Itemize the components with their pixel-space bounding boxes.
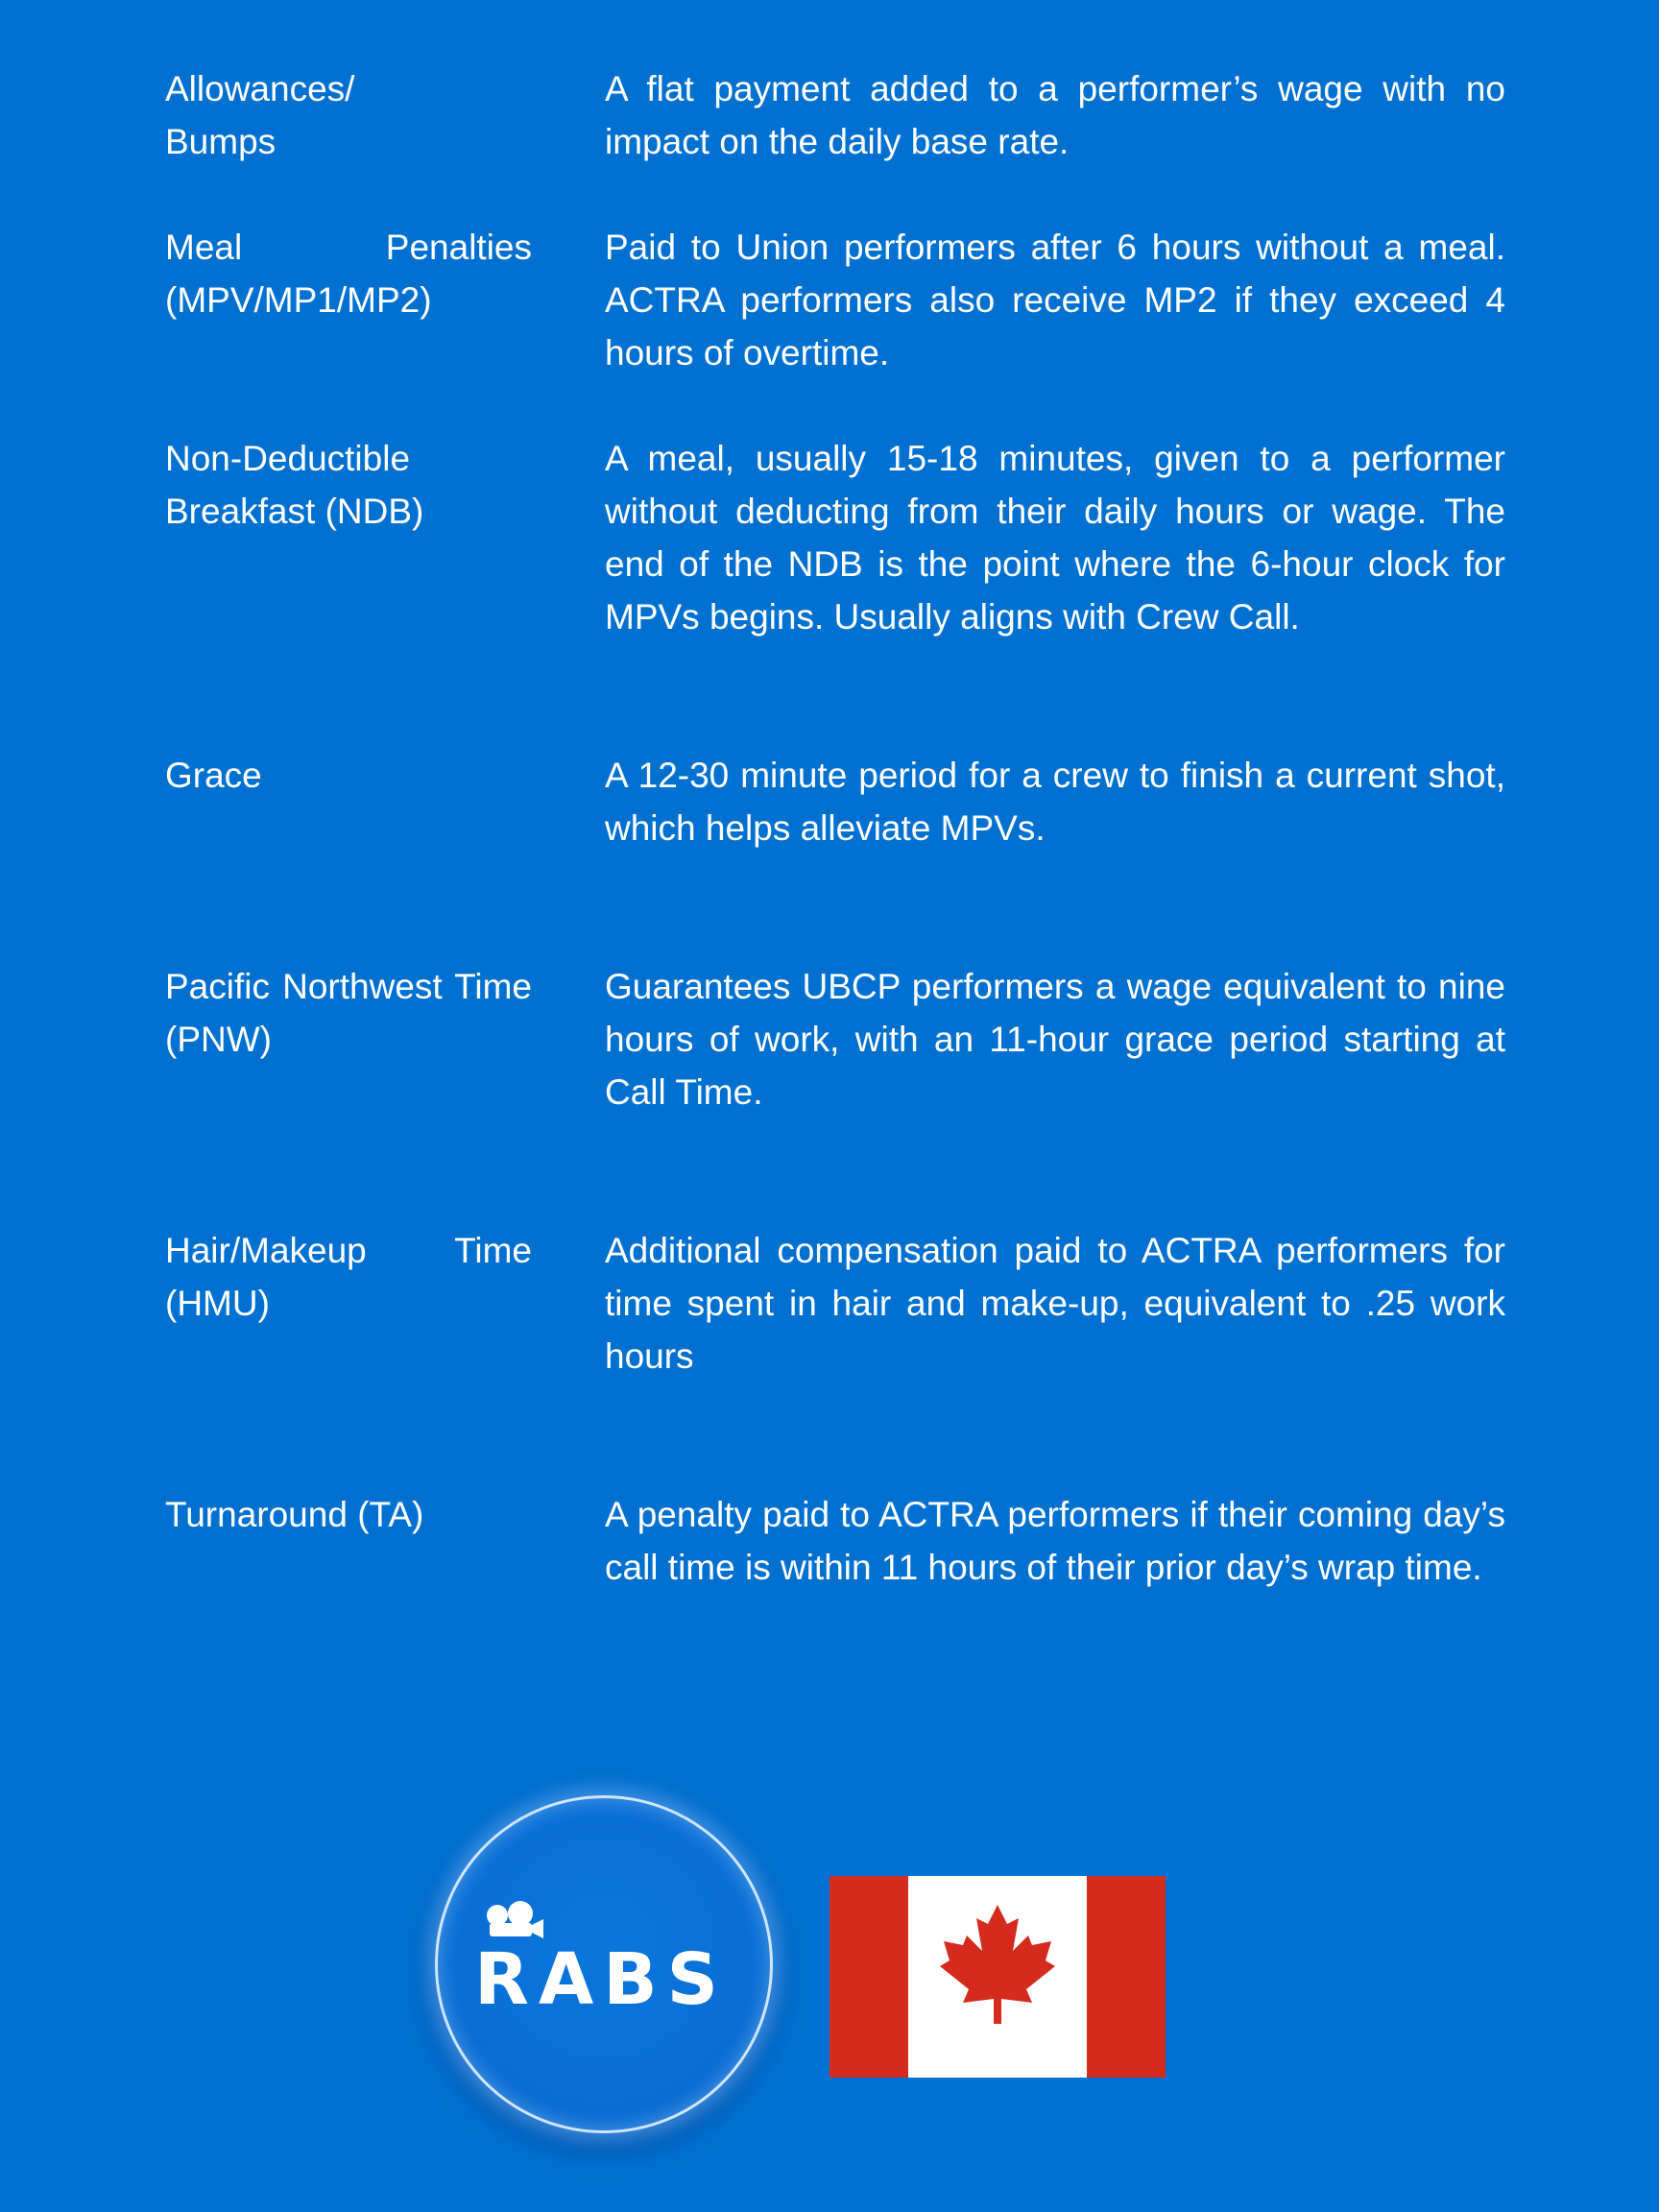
term-definition: A meal, usually 15-18 minutes, given to a performer without deducting from their daily hours or wage. The end of the NDB is the point where the 6-hour clock for MPVs begins. Usually aligns with Crew Call. (605, 439, 1505, 637)
term-label: Pacific Northwest Time (PNW) (165, 967, 532, 1059)
canada-flag-icon (830, 1876, 1166, 2078)
rabs-logo (435, 1795, 773, 2133)
term-label: Turnaround (TA) (165, 1495, 424, 1534)
logo-wordmark: RABS (474, 1938, 728, 2021)
term-label: Grace (165, 756, 262, 795)
term-definition: A penalty paid to ACTRA performers if their coming day’s call time is within 11 hours of their prior day’s wrap time. (605, 1495, 1505, 1587)
term-label: Allowances/ Bumps (165, 69, 355, 161)
rabs-logo-mark (438, 1798, 770, 2130)
term-label: Non-Deductible Breakfast (NDB) (165, 439, 424, 531)
term-definition: Guarantees UBCP performers a wage equivalent to nine hours of work, with an 11-hour grace period starting at Call Time. (605, 967, 1505, 1112)
term-label: Hair/Makeup Time (HMU) (165, 1231, 532, 1323)
term-label: Meal Penalties (MPV/MP1/MP2) (165, 228, 532, 320)
term-definition: A flat payment added to a performer’s wage with no impact on the daily base rate. (605, 69, 1505, 161)
term-definition: A 12-30 minute period for a crew to finish a current shot, which helps alleviate MPVs. (605, 756, 1505, 848)
term-definition: Paid to Union performers after 6 hours without a meal. ACTRA performers also receive MP2 if they exceed 4 hours of overtime. (605, 228, 1505, 373)
film-reel-icon (487, 1901, 543, 1938)
term-definition: Additional compensation paid to ACTRA performers for time spent in hair and make-up, equivalent to .25 work hours (605, 1231, 1505, 1376)
